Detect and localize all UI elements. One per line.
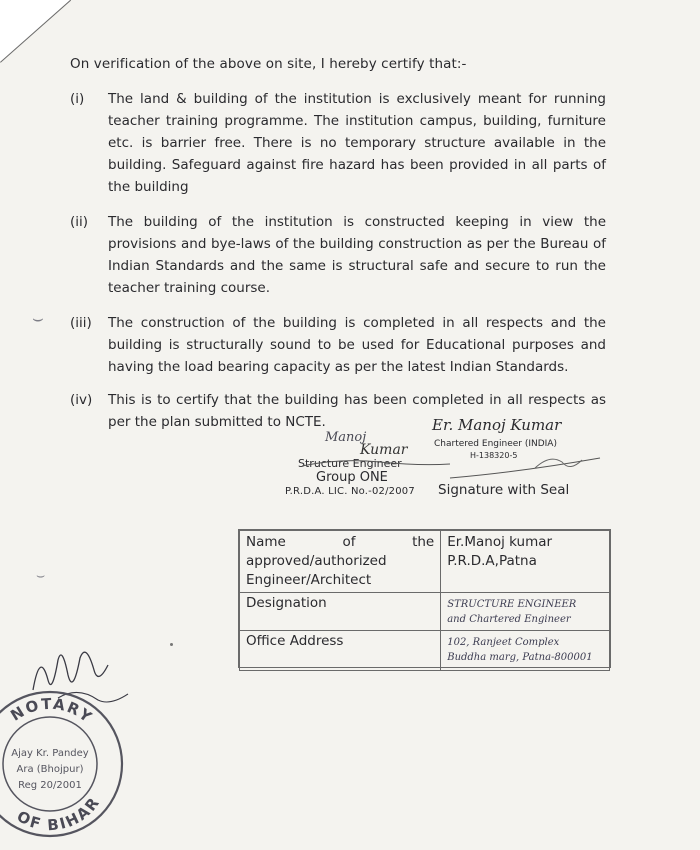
table-key (240, 531, 441, 593)
signature-with-seal-label: Signature with Seal (438, 482, 570, 498)
key-word: Name (246, 534, 286, 550)
clause-line: etc. is barrier free. There is no temporary structure available in the (108, 135, 606, 151)
intro-text: On verification of the above on site, I hereby certify that:- (70, 56, 467, 72)
structure-engineer-label: Structure Engineer (298, 457, 402, 470)
clause-line: teacher training course. (108, 280, 271, 296)
table-row (240, 593, 610, 631)
tick-mark-icon: ⌣ (32, 308, 44, 329)
table-key: Office Address (240, 631, 441, 671)
group-label: Group ONE (316, 470, 388, 485)
table-value (441, 631, 610, 671)
engineer-details-table (238, 529, 611, 668)
value-line: STRUCTURE ENGINEER (447, 599, 577, 610)
key-line: approved/authorized (246, 553, 387, 569)
key-word: of (342, 534, 356, 550)
table-key: Designation (240, 593, 441, 631)
engineer-name-stamp: Er. Manoj Kumar (432, 416, 562, 434)
clause-number: (i) (70, 91, 85, 107)
table-row (240, 631, 610, 671)
clause-number: (iv) (70, 392, 93, 408)
table-value (441, 593, 610, 631)
clause-line: the building (108, 179, 189, 195)
clause-text (108, 88, 606, 198)
value-line: P.R.D.A,Patna (447, 553, 537, 569)
clause-line: teacher training programme. The institution campus, building, furniture (108, 113, 606, 129)
seal-top-text: NOTARY (7, 694, 97, 728)
value-line: 102, Ranjeet Complex (447, 637, 560, 648)
clause-line: per the plan submitted to NCTE. (108, 414, 326, 430)
handwritten-signature: Manoj (325, 430, 367, 445)
licence-number: P.R.D.A. LIC. No.-02/2007 (285, 486, 415, 497)
svg-text:OF BIHAR (14, 793, 104, 834)
clause-number: (ii) (70, 214, 89, 230)
clause-line: The land & building of the institution is exclusively meant for running (108, 91, 606, 107)
seal-name: Ajay Kr. Pandey (11, 748, 89, 759)
clause-number: (iii) (70, 315, 92, 331)
clause-text (108, 211, 606, 299)
signature-scribble-icon (300, 452, 610, 492)
seal-reg: Reg 20/2001 (18, 780, 82, 791)
chartered-engineer-label: Chartered Engineer (INDIA) (434, 439, 557, 449)
stamp-surname: Kumar (360, 442, 408, 458)
seal-bottom-text: OF BIHAR (13, 792, 104, 835)
value-line: and Chartered Engineer (447, 614, 571, 625)
clause-line: provisions and bye-laws of the building construction as per the Bureau of (108, 236, 606, 252)
table-row (240, 531, 610, 593)
clause-text (108, 312, 606, 378)
value-line: Buddha marg, Patna-800001 (447, 652, 593, 663)
clause-line: building is structurally sound to be used for Educational purposes and (108, 337, 606, 353)
notary-seal-icon (0, 684, 130, 844)
table-value (441, 531, 610, 593)
clause-line: This is to certify that the building has been completed in all respects as (108, 392, 606, 408)
clause-line: The construction of the building is completed in all respects and the (108, 315, 606, 331)
value-line: Er.Manoj kumar (447, 534, 553, 550)
ink-dot (170, 643, 173, 646)
key-line: Engineer/Architect (246, 572, 372, 588)
clause-line: The building of the institution is constructed keeping in view the (108, 214, 606, 230)
clause-line: having the load bearing capacity as per the latest Indian Standards. (108, 359, 569, 375)
registration-number: H-138320-5 (470, 451, 518, 460)
seal-place: Ara (Bhojpur) (16, 764, 84, 775)
key-word: the (412, 534, 435, 550)
clause-line: building. Safeguard against fire hazard has been provided in all parts of (108, 157, 606, 173)
clause-line: Indian Standards and the same is structural safe and secure to run the (108, 258, 606, 274)
tick-mark-icon: ⌣ (36, 568, 46, 584)
